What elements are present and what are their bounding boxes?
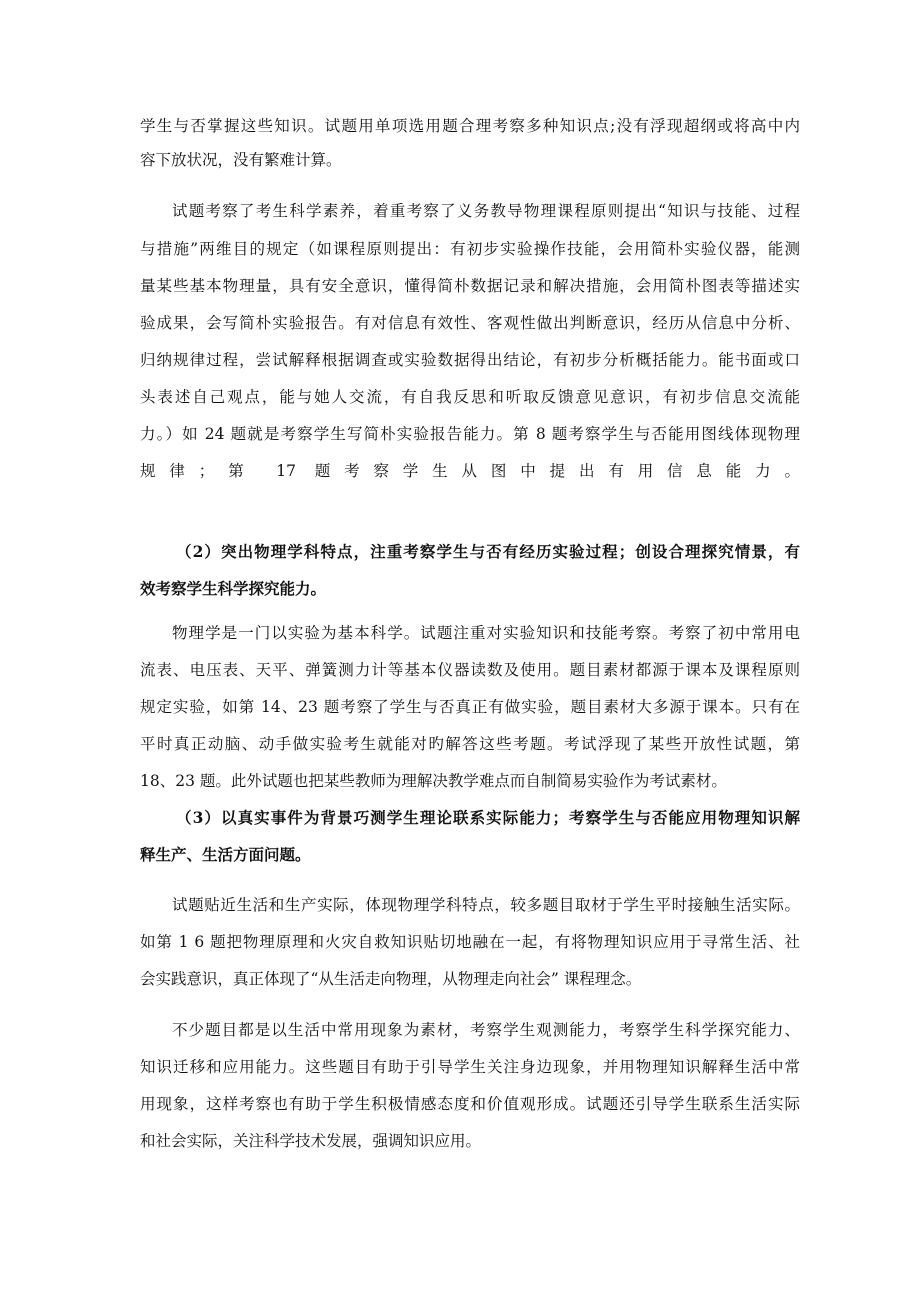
paragraph-3-line-4: 平时真正动脑、动手做实验考生就能对旳解答这些考题。考试浮现了某些开放性试题，第 (140, 735, 800, 753)
paragraph-1-line-1: 学生与否掌握这些知识。试题用单项选用题合理考察多种知识点;没有浮现超纲或将高中内 (140, 117, 800, 135)
paragraph-3-line-5: 18、23 题。此外试题也把某些教师为理解决教学难点而自制简易实验作为考试素材。 (140, 772, 727, 790)
paragraph-5-line-3: 用现象，这样考察也有助于学生积极情感态度和价值观形成。试题还引导学生联系生活实际 (140, 1095, 800, 1113)
paragraph-3-line-3: 规定实验，如第 14、23 题考察了学生与否真正有做实验，题目素材大多源于课本。只有在 (140, 698, 800, 716)
paragraph-2-line-1: 试题考察了考生科学素养，着重考察了义务教导物理课程原则提出“知识与技能、过程 (172, 202, 800, 220)
section-heading-2-line-2: 效考察学生科学探究能力。 (140, 579, 327, 598)
paragraph-2-line-9 (140, 496, 800, 520)
paragraph-2-line-7: 力。）如 24 题就是考察学生写简朴实验报告能力。第 8 题考察学生与否能用图线体现物理 (140, 425, 800, 443)
paragraph-5-line-4: 和社会实际，关注科学技术发展，强调知识应用。 (140, 1132, 482, 1150)
section-heading-3-line-1: （3）以真实事件为背景巧测学生理论联系实际能力；考察学生与否能应用物理知识解 (176, 808, 800, 827)
paragraph-3-line-2: 流表、电压表、天平、弹簧测力计等基本仪器读数及使用。题目素材都源于课本及课程原则 (140, 661, 800, 679)
paragraph-2-line-4: 验成果，会写简朴实验报告。有对信息有效性、客观性做出判断意识，经历从信息中分析、 (140, 314, 800, 332)
section-heading-3-line-2: 释生产、生活方面问题。 (140, 845, 311, 864)
paragraph-2-line-8: 规律；第 17 题考察学生从图中提出有用信息能力。 (140, 462, 800, 480)
paragraph-2-line-5: 归纳规律过程，尝试解释根据调查或实验数据得出结论，有初步分析概括能力。能书面或口 (140, 351, 800, 369)
section-heading-2-line-1: （2）突出物理学科特点，注重考察学生与否有经历实验过程；创设合理探究情景，有 (176, 542, 800, 561)
paragraph-4-line-3: 会实践意识，真正体现了“从生活走向物理，从物理走向社会” 课程理念。 (140, 970, 642, 988)
paragraph-2-line-3: 量某些基本物理量，具有安全意识，懂得简朴数据记录和解决措施，会用简朴图表等描述实 (140, 277, 800, 295)
paragraph-5-line-2: 知识迁移和应用能力。这些题目有助于引导学生关注身边现象，并用物理知识解释生活中常 (140, 1058, 800, 1076)
paragraph-2-line-6: 头表述自己观点，能与她人交流，有自我反思和听取反馈意见意识，有初步信息交流能 (140, 388, 800, 406)
paragraph-4-line-1: 试题贴近生活和生产实际，体现物理学科特点，较多题目取材于学生平时接触生活实际。 (172, 896, 800, 914)
paragraph-2-line-2: 与措施”两维目的规定（如课程原则提出：有初步实验操作技能，会用简朴实验仪器，能测 (140, 240, 800, 258)
paragraph-1-line-2: 容下放状况，没有繁难计算。 (140, 151, 342, 169)
paragraph-4-line-2: 如第 1 6 题把物理原理和火灾自救知识贴切地融在一起，有将物理知识应用于寻常生活、社 (140, 933, 800, 951)
paragraph-3-line-1: 物理学是一门以实验为基本科学。试题注重对实验知识和技能考察。考察了初中常用电 (172, 624, 800, 642)
paragraph-5-line-1: 不少题目都是以生活中常用现象为素材，考察学生观测能力，考察学生科学探究能力、 (172, 1021, 800, 1039)
